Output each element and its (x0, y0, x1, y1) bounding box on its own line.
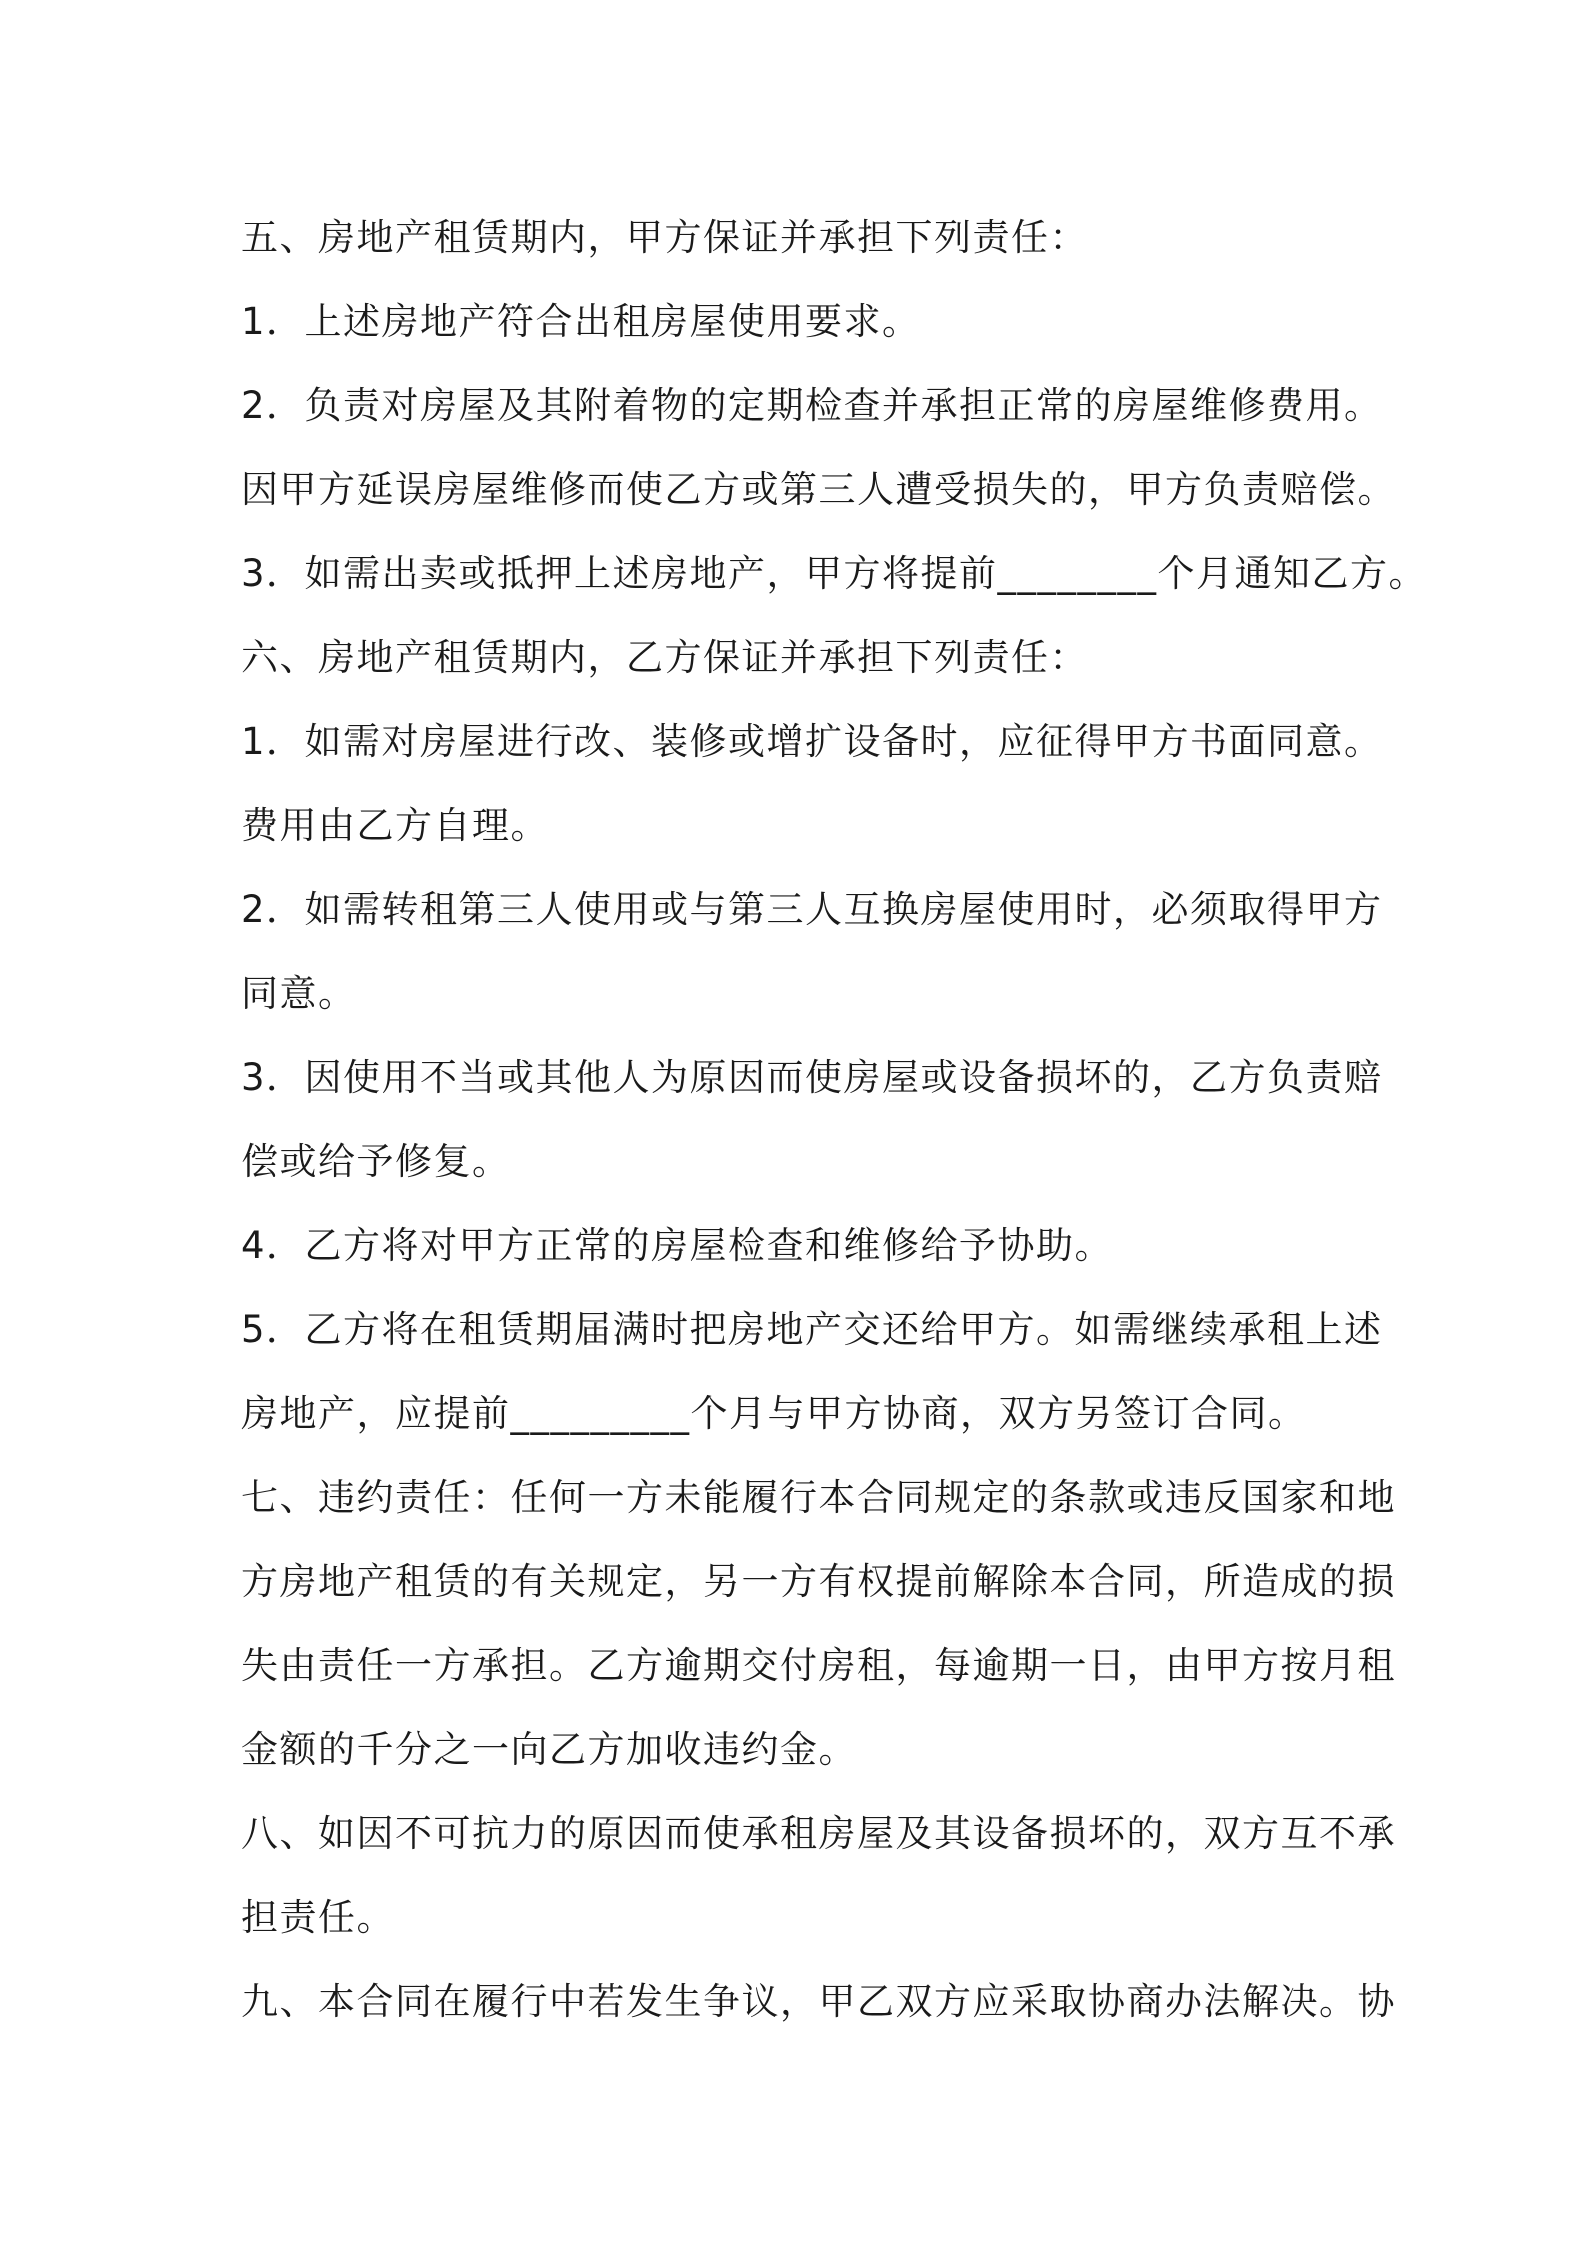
section-seven-cont-3: 金额的千分之一向乙方加收违约金。 (241, 1728, 857, 1771)
section-six-item-5-cont: 房地产，应提前_________个月与甲方协商，双方另签订合同。 (241, 1392, 1307, 1435)
section-five-heading: 五、房地产租赁期内，甲方保证并承担下列责任： (241, 216, 1088, 259)
section-nine: 九、本合同在履行中若发生争议，甲乙双方应采取协商办法解决。协 (241, 1980, 1396, 2023)
section-five-item-3: 3．如需出卖或抵押上述房地产，甲方将提前________个月通知乙方。 (241, 552, 1428, 595)
section-six-item-5: 5．乙方将在租赁期届满时把房地产交还给甲方。如需继续承租上述 (241, 1308, 1383, 1351)
section-six-heading: 六、房地产租赁期内，乙方保证并承担下列责任： (241, 636, 1088, 679)
section-six-item-3: 3．因使用不当或其他人为原因而使房屋或设备损坏的，乙方负责赔 (241, 1056, 1383, 1099)
section-eight: 八、如因不可抗力的原因而使承租房屋及其设备损坏的，双方互不承 (241, 1812, 1396, 1855)
section-six-item-2-cont: 同意。 (241, 972, 357, 1015)
section-seven-cont-1: 方房地产租赁的有关规定，另一方有权提前解除本合同，所造成的损 (241, 1560, 1396, 1603)
section-six-item-1-cont: 费用由乙方自理。 (241, 804, 549, 847)
section-six-item-4: 4．乙方将对甲方正常的房屋检查和维修给予协助。 (241, 1224, 1114, 1267)
section-five-item-2-cont: 因甲方延误房屋维修而使乙方或第三人遭受损失的，甲方负责赔偿。 (241, 468, 1396, 511)
section-five-item-2: 2．负责对房屋及其附着物的定期检查并承担正常的房屋维修费用。 (241, 384, 1383, 427)
contract-text-block (241, 196, 1428, 2044)
section-five-item-1: 1．上述房地产符合出租房屋使用要求。 (241, 300, 921, 343)
section-seven-cont-2: 失由责任一方承担。乙方逾期交付房租，每逾期一日，由甲方按月租 (241, 1644, 1396, 1687)
section-seven: 七、违约责任：任何一方未能履行本合同规定的条款或违反国家和地 (241, 1476, 1396, 1519)
section-six-item-2: 2．如需转租第三人使用或与第三人互换房屋使用时，必须取得甲方 (241, 888, 1383, 931)
section-six-item-1: 1．如需对房屋进行改、装修或增扩设备时，应征得甲方书面同意。 (241, 720, 1383, 763)
section-six-item-3-cont: 偿或给予修复。 (241, 1140, 511, 1183)
section-eight-cont: 担责任。 (241, 1896, 395, 1939)
